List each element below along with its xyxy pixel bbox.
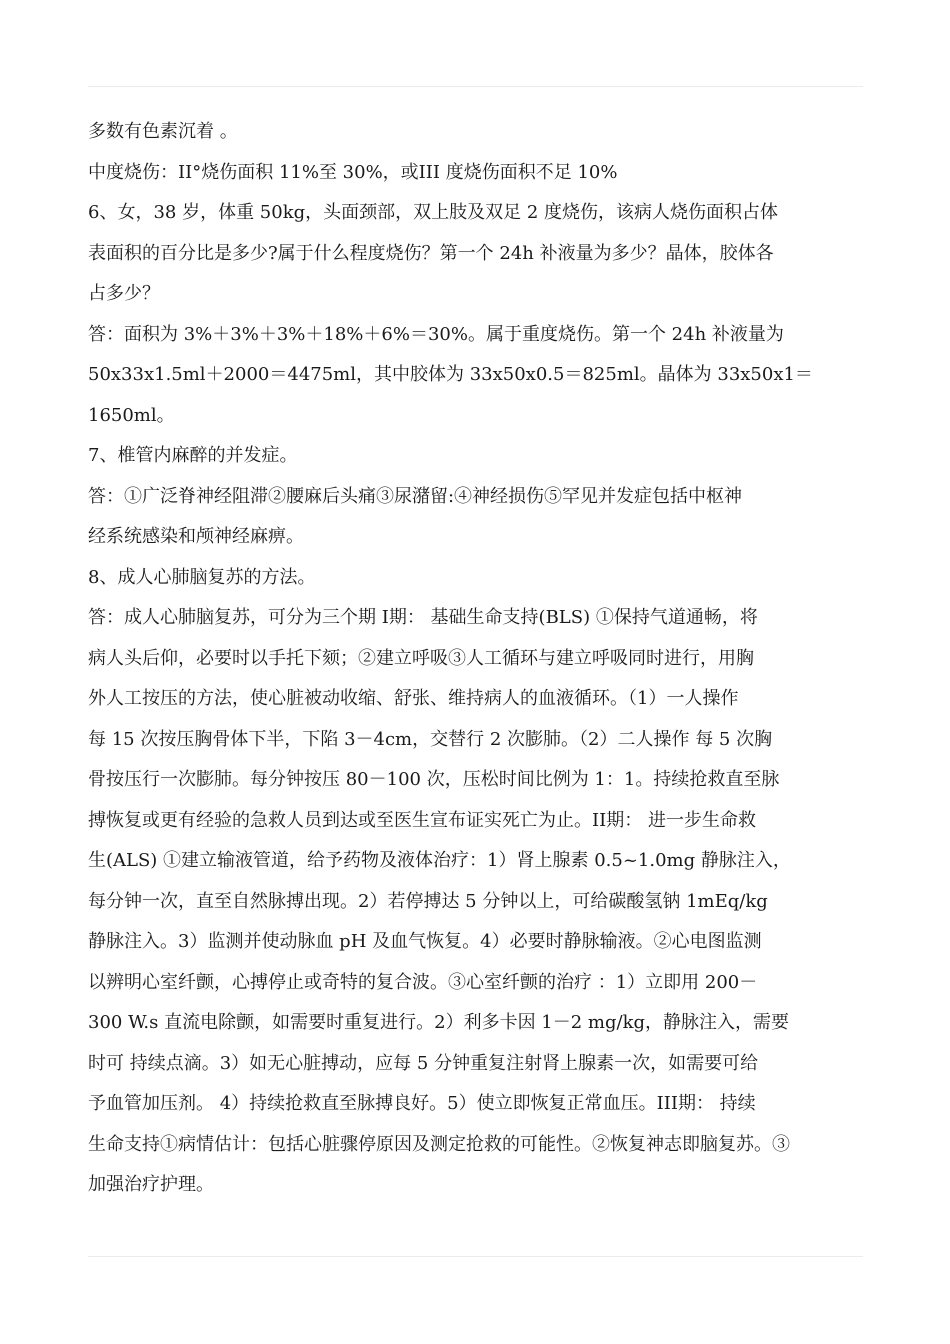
text-line: 加强治疗护理。 (88, 1174, 214, 1195)
text-line: 占多少？ (88, 283, 160, 304)
answer-7: 答：①广泛脊神经阻滞②腰麻后头痛③尿潴留:④神经损伤⑤罕见并发症包括中枢神 (88, 485, 743, 507)
text-line: 生(ALS) ①建立输液管道，给予药物及液体治疗：1）肾上腺素 0.5~1.0mg 静脉注入， (88, 850, 791, 871)
answer-8: 答：成人心肺脑复苏，可分为三个期 I期： 基础生命支持(BLS) ①保持气道通畅，将 (88, 607, 758, 628)
text-line: 时可 持续点滴。3）如无心脏搏动，应每 5 分钟重复注射肾上腺素一次，如需要可给 (88, 1052, 759, 1074)
text-line: 中度烧伤：II°烧伤面积 11%至 30%，或III 度烧伤面积不足 10% (88, 161, 618, 183)
text-line: 骨按压行一次膨肺。每分钟按压 80－100 次，压松时间比例为 1：1。持续抢救直至脉 (88, 769, 780, 790)
footer-rule (88, 1256, 863, 1257)
text-line: 搏恢复或更有经验的急救人员到达或至医生宣布证实死亡为止。II期： 进一步生命救 (88, 809, 756, 831)
question-7: 7、椎管内麻醉的并发症。 (88, 445, 298, 466)
text-line: 静脉注入。3）监测并使动脉血 pH 及血气恢复。4）必要时静脉输液。②心电图监测 (88, 931, 762, 952)
text-line: 予血管加压剂。 4）持续抢救直至脉搏良好。5）使立即恢复正常血压。III期： 持续 (88, 1093, 756, 1114)
answer-6: 答：面积为 3%＋3%＋3%＋18%＋6%＝30%。属于重度烧伤。第一个 24h 补液量为 (88, 323, 784, 345)
question-6: 6、女，38 岁，体重 50kg，头面颈部，双上肢及双足 2 度烧伤，该病人烧伤面积占体 (88, 202, 779, 223)
text-line: 生命支持①病情估计：包括心脏骤停原因及测定抢救的可能性。②恢复神志即脑复苏。③ (88, 1133, 790, 1155)
text-line: 每 15 次按压胸骨体下半，下陷 3－4cm，交替行 2 次膨肺。（2）二人操作 每 5 次胸 (88, 728, 773, 750)
text-line: 表面积的百分比是多少?属于什么程度烧伤？第一个 24h 补液量为多少？晶体，胶体各 (88, 242, 774, 264)
text-line: 外人工按压的方法，使心脏被动收缩、舒张、维持病人的血液循环。（1）一人操作 (88, 688, 739, 709)
text-line: 300 W.s 直流电除颤，如需要时重复进行。2）利多卡因 1－2 mg/kg，静脉注入，需要 (88, 1012, 789, 1033)
text-line: 每分钟一次，直至自然脉搏出现。2）若停搏达 5 分钟以上，可给碳酸氢钠 1mEq/kg (88, 890, 768, 912)
text-line: 50x33x1.5ml＋2000＝4475ml，其中胶体为 33x50x0.5＝825ml。晶体为 33x50x1＝ (88, 364, 813, 385)
text-line: 多数有色素沉着 。 (88, 121, 238, 142)
document-body (88, 112, 878, 1206)
text-line: 经系统感染和颅神经麻痹。 (88, 526, 304, 547)
question-8: 8、成人心肺脑复苏的方法。 (88, 566, 316, 588)
header-rule (88, 86, 863, 87)
text-line: 1650ml。 (88, 404, 175, 426)
text-line: 以辨明心室纤颤，心搏停止或奇特的复合波。③心室纤颤的治疗 ：1）立即用 200－ (88, 971, 758, 993)
text-line: 病人头后仰，必要时以手托下颏；②建立呼吸③人工循环与建立呼吸同时进行，用胸 (88, 647, 754, 669)
